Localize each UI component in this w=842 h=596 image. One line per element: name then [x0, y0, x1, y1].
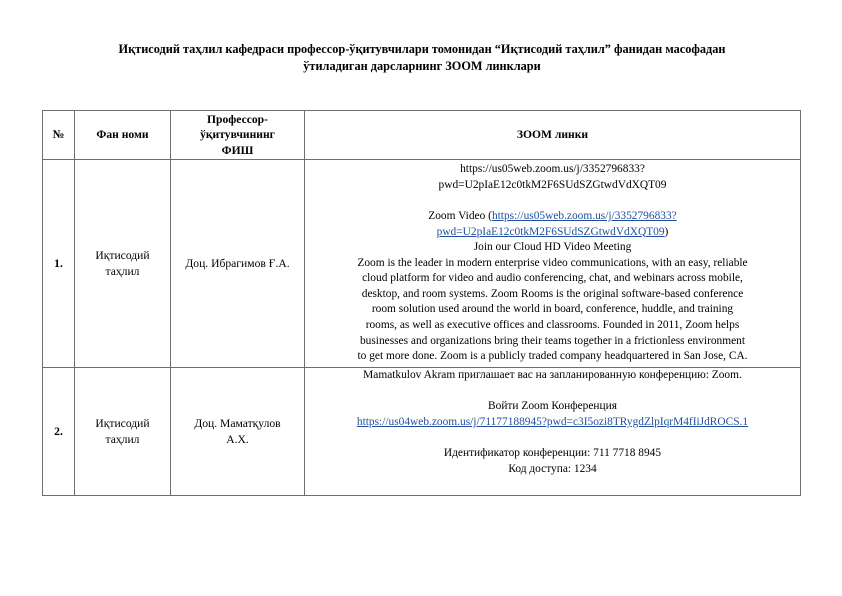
- title-line-2: ўтиладиган дарсларнинг ЗООМ линклари: [303, 59, 541, 73]
- header-zoom-links: ЗООМ линки: [305, 111, 801, 160]
- zoom-description-line: businesses and organizations bring their teams together in a frictionless environment: [359, 334, 746, 347]
- table-row: [43, 368, 801, 496]
- row-number: 2.: [43, 368, 75, 496]
- zoom-video-link[interactable]: pwd=U2pIaE12c0tkM2F6SUdSZGtwdVdXQT09: [436, 225, 665, 238]
- zoom-description-line: Zoom is the leader in modern enterprise video communications, with an easy, reliable: [357, 256, 748, 269]
- meeting-title: Join our Cloud HD Video Meeting: [473, 241, 632, 254]
- header-teacher-line: ФИШ: [221, 143, 254, 157]
- subject-line: таҳлил: [105, 264, 140, 278]
- row-subject: [75, 160, 171, 368]
- zoom-description-line: rooms, as well as executive offices and classrooms. Founded in 2011, Zoom helps: [365, 319, 740, 332]
- teacher-line: Доц. Маматқулов: [194, 416, 281, 430]
- row-zoom-info: [305, 368, 801, 496]
- subject-line: таҳлил: [105, 432, 140, 446]
- zoom-description-line: room solution used around the world in board, conference, huddle, and training: [371, 303, 734, 316]
- zoom-invite-text: Mamatkulov Akram приглашает вас на запланированную конференцию: Zoom.: [363, 369, 742, 381]
- zoom-links-table: [42, 110, 801, 496]
- zoom-join-link[interactable]: https://us04web.zoom.us/j/71177188945?pwd=c3I5ozi8TRygdZlpIqrM4fIiJdROCS.1: [356, 415, 749, 428]
- subject-line: Иқтисодий: [95, 416, 150, 430]
- zoom-join-label: Войти Zoom Конференция: [488, 400, 617, 413]
- row-teacher: Доц. Ибрагимов Ғ.А.: [171, 160, 305, 368]
- zoom-video-line: [307, 209, 798, 225]
- zoom-description-line: desktop, and room systems. Zoom Rooms is the original software-based conference: [361, 287, 744, 300]
- zoom-url-line: https://us05web.zoom.us/j/3352796833?: [460, 163, 645, 176]
- table-header-row: [43, 111, 801, 160]
- row-subject: [75, 368, 171, 496]
- zoom-video-line: [307, 225, 798, 241]
- zoom-meeting-id: Идентификатор конференции: 711 7718 8945: [443, 446, 662, 459]
- header-subject: Фан номи: [75, 111, 171, 160]
- header-number: №: [43, 111, 75, 160]
- row-teacher: [171, 368, 305, 496]
- zoom-video-suffix: ): [664, 225, 669, 238]
- row-number: 1.: [43, 160, 75, 368]
- teacher-line: А.Х.: [226, 432, 249, 446]
- subject-line: Иқтисодий: [95, 248, 150, 262]
- zoom-video-link[interactable]: https://us05web.zoom.us/j/3352796833?: [491, 209, 677, 222]
- title-line-1: Иқтисодий таҳлил кафедраси профессор-ўқитувчилари томонидан “Иқтисодий таҳлил” фанидан масофадан: [118, 42, 726, 56]
- header-teacher-line: ўқитувчининг: [200, 128, 275, 142]
- header-teacher: [171, 111, 305, 160]
- table-row: [43, 160, 801, 368]
- zoom-passcode: Код доступа: 1234: [508, 462, 597, 475]
- header-teacher-line: Профессор-: [207, 112, 268, 126]
- row-zoom-info: [305, 160, 801, 368]
- document-title: [42, 41, 802, 75]
- zoom-description-line: to get more done. Zoom is a publicly traded company headquartered in San Jose, CA.: [357, 350, 748, 363]
- zoom-description-line: cloud platform for video and audio conferencing, chat, and webinars across mobile,: [362, 272, 743, 285]
- zoom-video-prefix: Zoom Video (: [428, 209, 492, 222]
- zoom-url-line: pwd=U2pIaE12c0tkM2F6SUdSZGtwdVdXQT09: [438, 178, 667, 191]
